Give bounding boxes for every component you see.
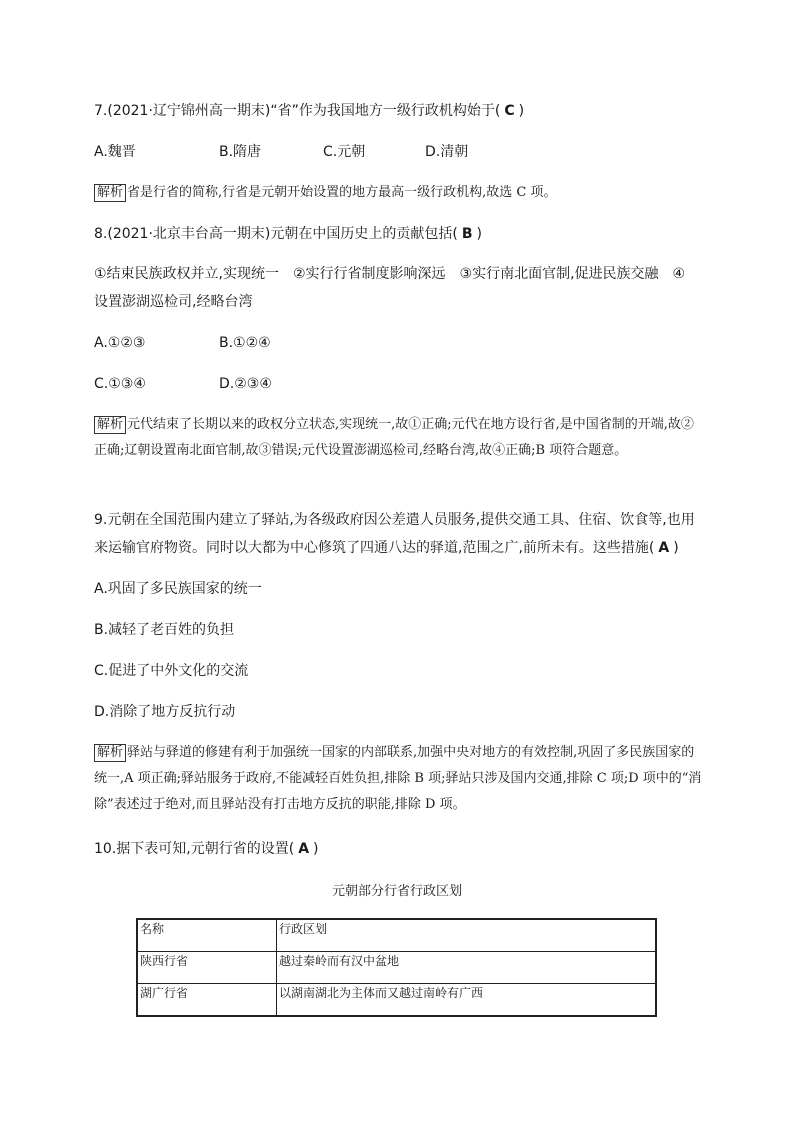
- q9-close: ): [673, 540, 679, 556]
- q9-explain-tag: 解析: [94, 744, 126, 762]
- q10-close: ): [313, 841, 319, 857]
- q7-close: ): [518, 103, 525, 119]
- q9-stem-text: 来运输官府物资。同时以大都为中心修筑了四通八达的驿道,范围之广,前所未有。这些措施(: [94, 540, 655, 556]
- q8-option-c: C.①③④: [94, 376, 146, 392]
- q7-option-c: C.元朝: [323, 144, 366, 160]
- q10-stem: [94, 839, 319, 859]
- q7-option-b: B.隋唐: [219, 144, 262, 160]
- q8-option-a: A.①②③: [94, 335, 146, 351]
- q8-answer: B: [461, 226, 473, 242]
- table-cell-name: 陕西行省: [137, 952, 277, 984]
- q8-explain-tag: 解析: [94, 416, 126, 434]
- q8-option-b: B.①②④: [219, 335, 271, 351]
- q7-explanation: [94, 180, 704, 206]
- table-header-name: 名称: [137, 919, 277, 952]
- q8-stem: [94, 224, 482, 244]
- table-header-row: [137, 919, 656, 952]
- q7-stem: [94, 101, 524, 121]
- q10-answer: A: [298, 841, 310, 857]
- q9-explain-text: 驿站与驿道的修建有利于加强统一国家的内部联系,加强中央对地方的有效控制,巩固了多民族国家的统一,A 项正确;驿站服务于政府,不能减轻百姓负担,排除 B 项;驿站只涉及国内交通,排除 C 项;D 项中的“消除”表述过于绝对,而且驿站没有打击地方反抗的职能,排除 D 项。: [94, 745, 702, 812]
- q9-option-a: A.巩固了多民族国家的统一: [94, 581, 262, 597]
- q9-stem-line2: [94, 538, 679, 558]
- q9-stem-line1: 9.元朝在全国范围内建立了驿站,为各级政府因公差遣人员服务,提供交通工具、住宿、饮食等,也用: [94, 512, 695, 528]
- table-cell-region: 越过秦岭而有汉中盆地: [277, 952, 657, 984]
- table-cell-name: 湖广行省: [137, 984, 277, 1017]
- q9-answer: A: [658, 540, 670, 556]
- q8-explain-text: 元代结束了长期以来的政权分立状态,实现统一,故①正确;元代在地方设行省,是中国省制的开端,故②正确;辽朝设置南北面官制,故③错误;元代设置澎湖巡检司,经略台湾,故④正确;B 项符合题意。: [94, 417, 694, 458]
- q9-option-d: D.消除了地方反抗行动: [94, 704, 236, 720]
- q9-option-b: B.减轻了老百姓的负担: [94, 622, 235, 638]
- q8-close: ): [476, 226, 482, 242]
- q7-answer: C: [504, 103, 515, 119]
- q9-explanation: [94, 740, 704, 818]
- table-header-region: 行政区划: [277, 919, 657, 952]
- table-row: [137, 952, 656, 984]
- q8-option-d: D.②③④: [219, 376, 272, 392]
- table-cell-region: 以湖南湖北为主体而又越过南岭有广西: [277, 984, 657, 1017]
- q10-table-title: 元朝部分行省行政区划: [331, 884, 462, 899]
- q7-stem-text: 7.(2021·辽宁锦州高一期末)“省”作为我国地方一级行政机构始于(: [94, 103, 501, 119]
- q8-items-line2: 设置澎湖巡检司,经略台湾: [94, 294, 253, 310]
- q10-stem-text: 10.据下表可知,元朝行省的设置(: [94, 841, 295, 857]
- q10-table: [136, 918, 657, 1017]
- q7-explain-tag: 解析: [94, 184, 126, 202]
- q9-option-c: C.促进了中外文化的交流: [94, 663, 249, 679]
- table-row: [137, 984, 656, 1017]
- q7-option-a: A.魏晋: [94, 144, 136, 160]
- q7-option-d: D.清朝: [425, 144, 469, 160]
- q8-items-line1: ①结束民族政权并立,实现统一 ②实行行省制度影响深远 ③实行南北面官制,促进民族交融 ④: [94, 266, 686, 282]
- q7-explain-text: 省是行省的简称,行省是元朝开始设置的地方最高一级行政机构,故选 C 项。: [127, 185, 557, 200]
- q8-stem-text: 8.(2021·北京丰台高一期末)元朝在中国历史上的贡献包括(: [94, 226, 458, 242]
- q8-explanation: [94, 412, 704, 464]
